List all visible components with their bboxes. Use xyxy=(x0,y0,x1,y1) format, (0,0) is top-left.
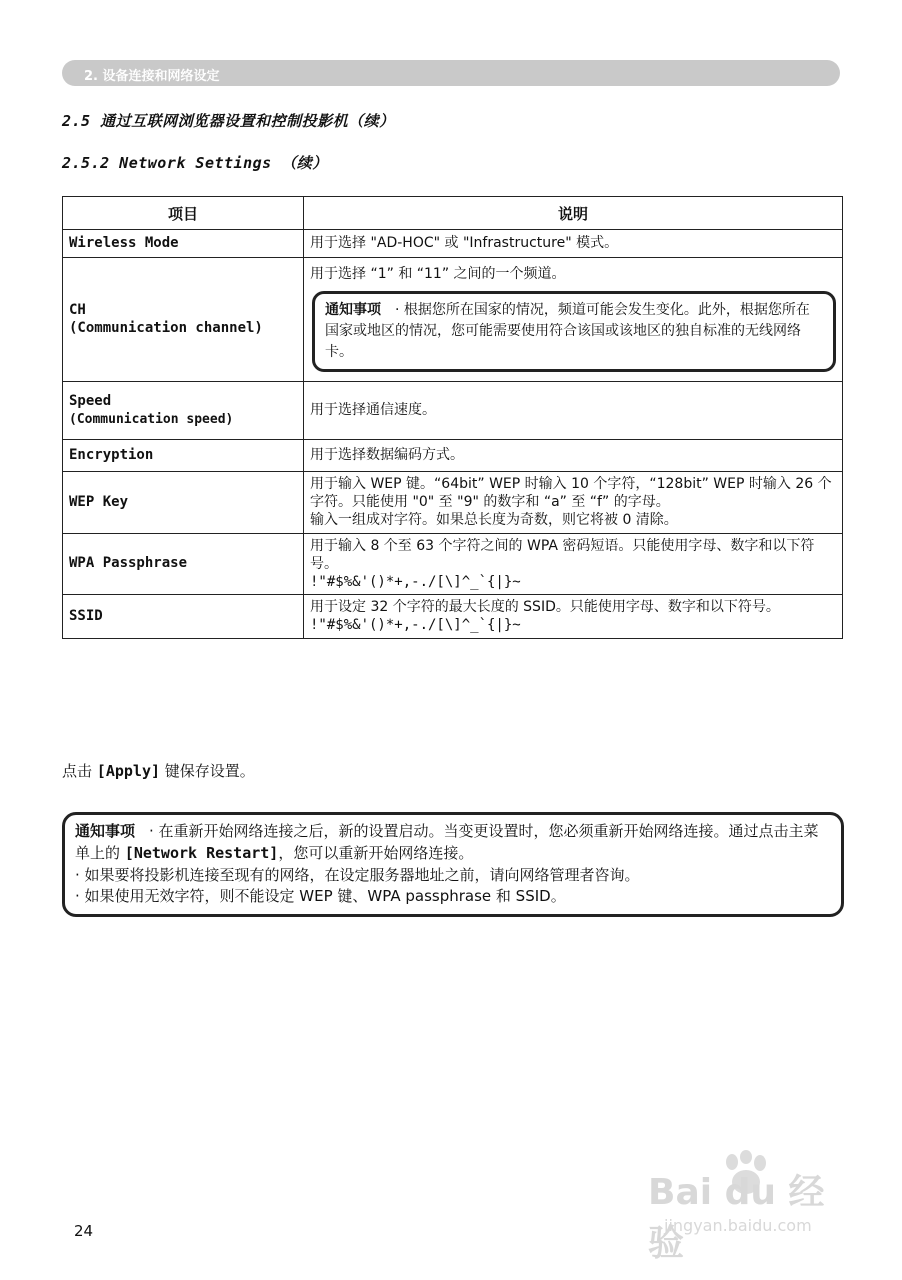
desc-wep-key-1: 用于输入 WEP 键。“64bit” WEP 时输入 10 个字符，“128bit” WEP 时输入 26 个字符。只能使用 "0" 至 "9" 的数字和 “a” 至 “f” 的字母。 xyxy=(310,476,832,511)
desc-ssid xyxy=(304,595,843,638)
table-row xyxy=(63,595,843,638)
desc-ch-text: 用于选择 “1” 和 “11” 之间的一个频道。 xyxy=(310,265,566,282)
chapter-bar xyxy=(62,60,840,86)
desc-wpa-1: 用于输入 8 个至 63 个字符之间的 WPA 密码短语。只能使用字母、数字和以下符号。 xyxy=(310,537,815,572)
item-speed-name: Speed xyxy=(69,393,112,410)
desc-wep-key xyxy=(304,472,843,534)
item-speed xyxy=(63,382,304,440)
table-row xyxy=(63,257,843,381)
desc-encryption: 用于选择数据编码方式。 xyxy=(304,440,843,472)
ch-notice-title: 通知事项 xyxy=(325,302,381,319)
desc-speed: 用于选择通信速度。 xyxy=(304,382,843,440)
notice-box xyxy=(62,812,844,917)
network-settings-table xyxy=(62,196,843,639)
network-restart-key: [Network Restart] xyxy=(124,843,279,862)
desc-wpa-symbols: !"#$%&'()*+,-./[\]^_`{|}~ xyxy=(310,574,521,591)
item-encryption: Encryption xyxy=(63,440,304,472)
desc-ssid-symbols: !"#$%&'()*+,-./[\]^_`{|}~ xyxy=(310,617,521,634)
table-row xyxy=(63,472,843,534)
page-number: 24 xyxy=(74,1222,94,1240)
notice-line-1a: · 在重新开始网络连接之后，新的设置启动。当变更设置时，您必须重新开始网络连接。通过点击主菜单上的 xyxy=(75,822,819,862)
header-item: 项目 xyxy=(63,197,304,230)
chapter-label: 2. 设备连接和网络设定 xyxy=(84,69,220,84)
watermark-url: jingyan.baidu.com xyxy=(664,1216,812,1235)
desc-wireless-mode: 用于选择 "AD-HOC" 或 "Infrastructure" 模式。 xyxy=(304,230,843,258)
desc-ch xyxy=(304,257,843,381)
ch-notice-box xyxy=(312,291,836,372)
item-wep-key: WEP Key xyxy=(63,472,304,534)
item-wpa-passphrase: WPA Passphrase xyxy=(63,533,304,595)
apply-key: [Apply] xyxy=(96,762,161,780)
desc-wep-key-2: 输入一组成对字符。如果总长度为奇数，则它将被 0 清除。 xyxy=(310,512,678,529)
item-ch-sub: (Communication channel) xyxy=(69,320,263,337)
item-ssid: SSID xyxy=(63,595,304,638)
apply-instruction xyxy=(62,760,255,781)
notice-line-3: · 如果使用无效字符，则不能设定 WEP 键、WPA passphrase 和 SSID。 xyxy=(75,887,566,906)
header-desc: 说明 xyxy=(304,197,843,230)
table-row xyxy=(63,382,843,440)
notice-line-1b: ，您可以重新开始网络连接。 xyxy=(278,843,474,862)
notice-line-2: · 如果要将投影机连接至现有的网络，在设定服务器地址之前，请向网络管理者咨询。 xyxy=(75,865,640,884)
desc-wpa-passphrase xyxy=(304,533,843,595)
watermark-logo: Bai du 经验 xyxy=(648,1172,825,1264)
ch-notice-text: · 根据您所在国家的情况，频道可能会发生变化。此外，根据您所在国家或地区的情况，您可能需要使用符合该国或该地区的独自标准的无线网络卡。 xyxy=(325,302,810,361)
table-row xyxy=(63,533,843,595)
item-ch-name: CH xyxy=(69,301,86,318)
apply-suffix: 键保存设置。 xyxy=(164,762,255,780)
baidu-watermark xyxy=(640,1150,860,1264)
subsection-title: 2.5.2 Network Settings （续） xyxy=(62,154,328,172)
notice-title: 通知事项 xyxy=(75,822,136,840)
desc-ssid-1: 用于设定 32 个字符的最大长度的 SSID。只能使用字母、数字和以下符号。 xyxy=(310,599,780,616)
table-row xyxy=(63,230,843,258)
table-row xyxy=(63,440,843,472)
table-header-row xyxy=(63,197,843,230)
apply-prefix: 点击 xyxy=(62,762,93,780)
item-wireless-mode: Wireless Mode xyxy=(63,230,304,258)
section-title: 2.5 通过互联网浏览器设置和控制投影机（续） xyxy=(62,112,395,130)
item-ch xyxy=(63,257,304,381)
notice-line-1 xyxy=(75,821,831,865)
item-speed-sub: (Communication speed) xyxy=(69,412,234,428)
